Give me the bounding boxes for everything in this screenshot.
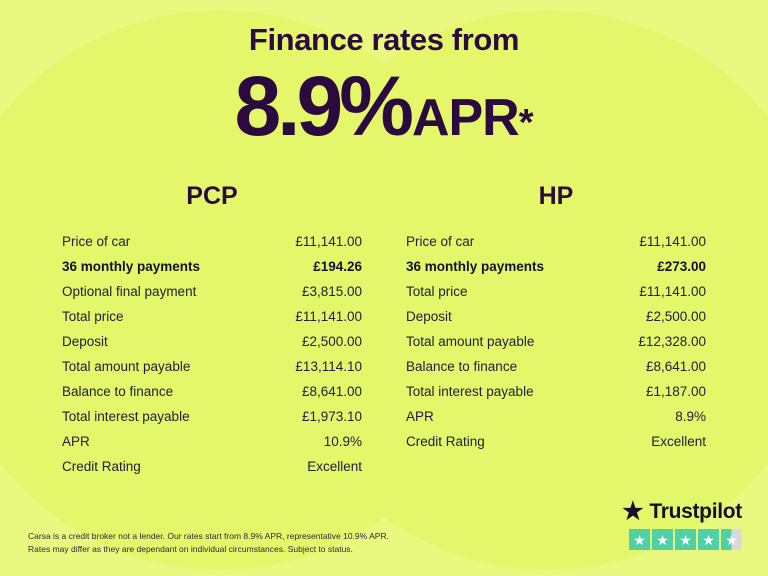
table-row <box>60 279 364 304</box>
row-label: Total interest payable <box>62 409 190 424</box>
table-row <box>404 429 708 454</box>
row-label: Total amount payable <box>62 359 191 374</box>
row-value: £273.00 <box>657 259 706 274</box>
row-value: £11,141.00 <box>295 309 362 324</box>
row-value: £8,641.00 <box>645 359 706 374</box>
disclaimer-line-1: Carsa is a credit broker not a lender. Our rates start from 8.9% APR, representative 10.9% APR. <box>28 530 389 541</box>
rating-star-icon: ★ <box>698 529 719 550</box>
rate-unit: APR <box>411 89 519 147</box>
table-row <box>60 354 364 379</box>
trustpilot-name: Trustpilot <box>649 500 742 523</box>
row-value: 10.9% <box>323 434 362 449</box>
table-row <box>60 304 364 329</box>
table-row <box>60 379 364 404</box>
row-value: £13,114.10 <box>295 359 362 374</box>
row-value: £11,141.00 <box>639 234 706 249</box>
finance-column-hp <box>404 182 708 479</box>
row-label: Balance to finance <box>62 384 174 399</box>
rating-star-half-icon: ★ <box>721 529 742 550</box>
row-value: £194.26 <box>313 259 362 274</box>
rating-star-icon: ★ <box>675 529 696 550</box>
row-value: 8.9% <box>675 409 706 424</box>
row-label: Total price <box>62 309 124 324</box>
disclaimer-line-2: Rates may differ as they are dependant on individual circumstances. Subject to status. <box>28 543 353 554</box>
table-row <box>404 254 708 279</box>
table-row <box>60 404 364 429</box>
row-value: £11,141.00 <box>295 234 362 249</box>
table-row <box>404 304 708 329</box>
table-row <box>404 329 708 354</box>
row-value: £12,328.00 <box>638 334 706 349</box>
row-label: Credit Rating <box>62 459 141 474</box>
table-row <box>404 404 708 429</box>
trustpilot-star-icon: ★ <box>622 498 644 525</box>
row-label: 36 monthly payments <box>406 259 545 274</box>
row-label: Total price <box>406 284 468 299</box>
row-value: £1,187.00 <box>645 384 706 399</box>
row-label: Credit Rating <box>406 434 485 449</box>
table-row <box>60 329 364 354</box>
row-label: Balance to finance <box>406 359 518 374</box>
finance-comparison <box>0 182 768 479</box>
page-title: Finance rates from <box>248 22 520 57</box>
table-row <box>60 454 364 479</box>
row-label: APR <box>62 434 90 449</box>
rate-value: 8.9% <box>234 59 410 153</box>
column-title-hp: HP <box>538 182 574 210</box>
headline-rate <box>0 59 768 153</box>
row-value: Excellent <box>651 434 706 449</box>
table-row <box>404 229 708 254</box>
row-label: Price of car <box>62 234 131 249</box>
legal-disclaimer <box>28 530 389 556</box>
row-label: Price of car <box>406 234 475 249</box>
row-label: Deposit <box>62 334 108 349</box>
rating-star-icon: ★ <box>652 529 673 550</box>
row-label: Deposit <box>406 309 452 324</box>
table-row <box>404 354 708 379</box>
table-row <box>404 379 708 404</box>
trustpilot-wordmark <box>622 500 742 524</box>
table-row <box>404 279 708 304</box>
row-value: £2,500.00 <box>645 309 706 324</box>
table-row <box>60 429 364 454</box>
row-value: £2,500.00 <box>301 334 362 349</box>
trustpilot-badge <box>622 500 742 550</box>
row-value: £11,141.00 <box>639 284 706 299</box>
row-value: Excellent <box>307 459 362 474</box>
table-row <box>60 229 364 254</box>
column-title-pcp: PCP <box>186 182 238 210</box>
row-value: £8,641.00 <box>301 384 362 399</box>
row-value: £3,815.00 <box>301 284 362 299</box>
row-label: APR <box>406 409 434 424</box>
rate-asterisk: * <box>518 102 534 144</box>
row-label: Total amount payable <box>406 334 535 349</box>
rating-star-icon: ★ <box>629 529 650 550</box>
row-label: Optional final payment <box>62 284 197 299</box>
trustpilot-rating <box>622 529 742 550</box>
row-label: 36 monthly payments <box>62 259 201 274</box>
row-label: Total interest payable <box>406 384 534 399</box>
row-value: £1,973.10 <box>301 409 362 424</box>
finance-column-pcp <box>60 182 364 479</box>
table-row <box>60 254 364 279</box>
